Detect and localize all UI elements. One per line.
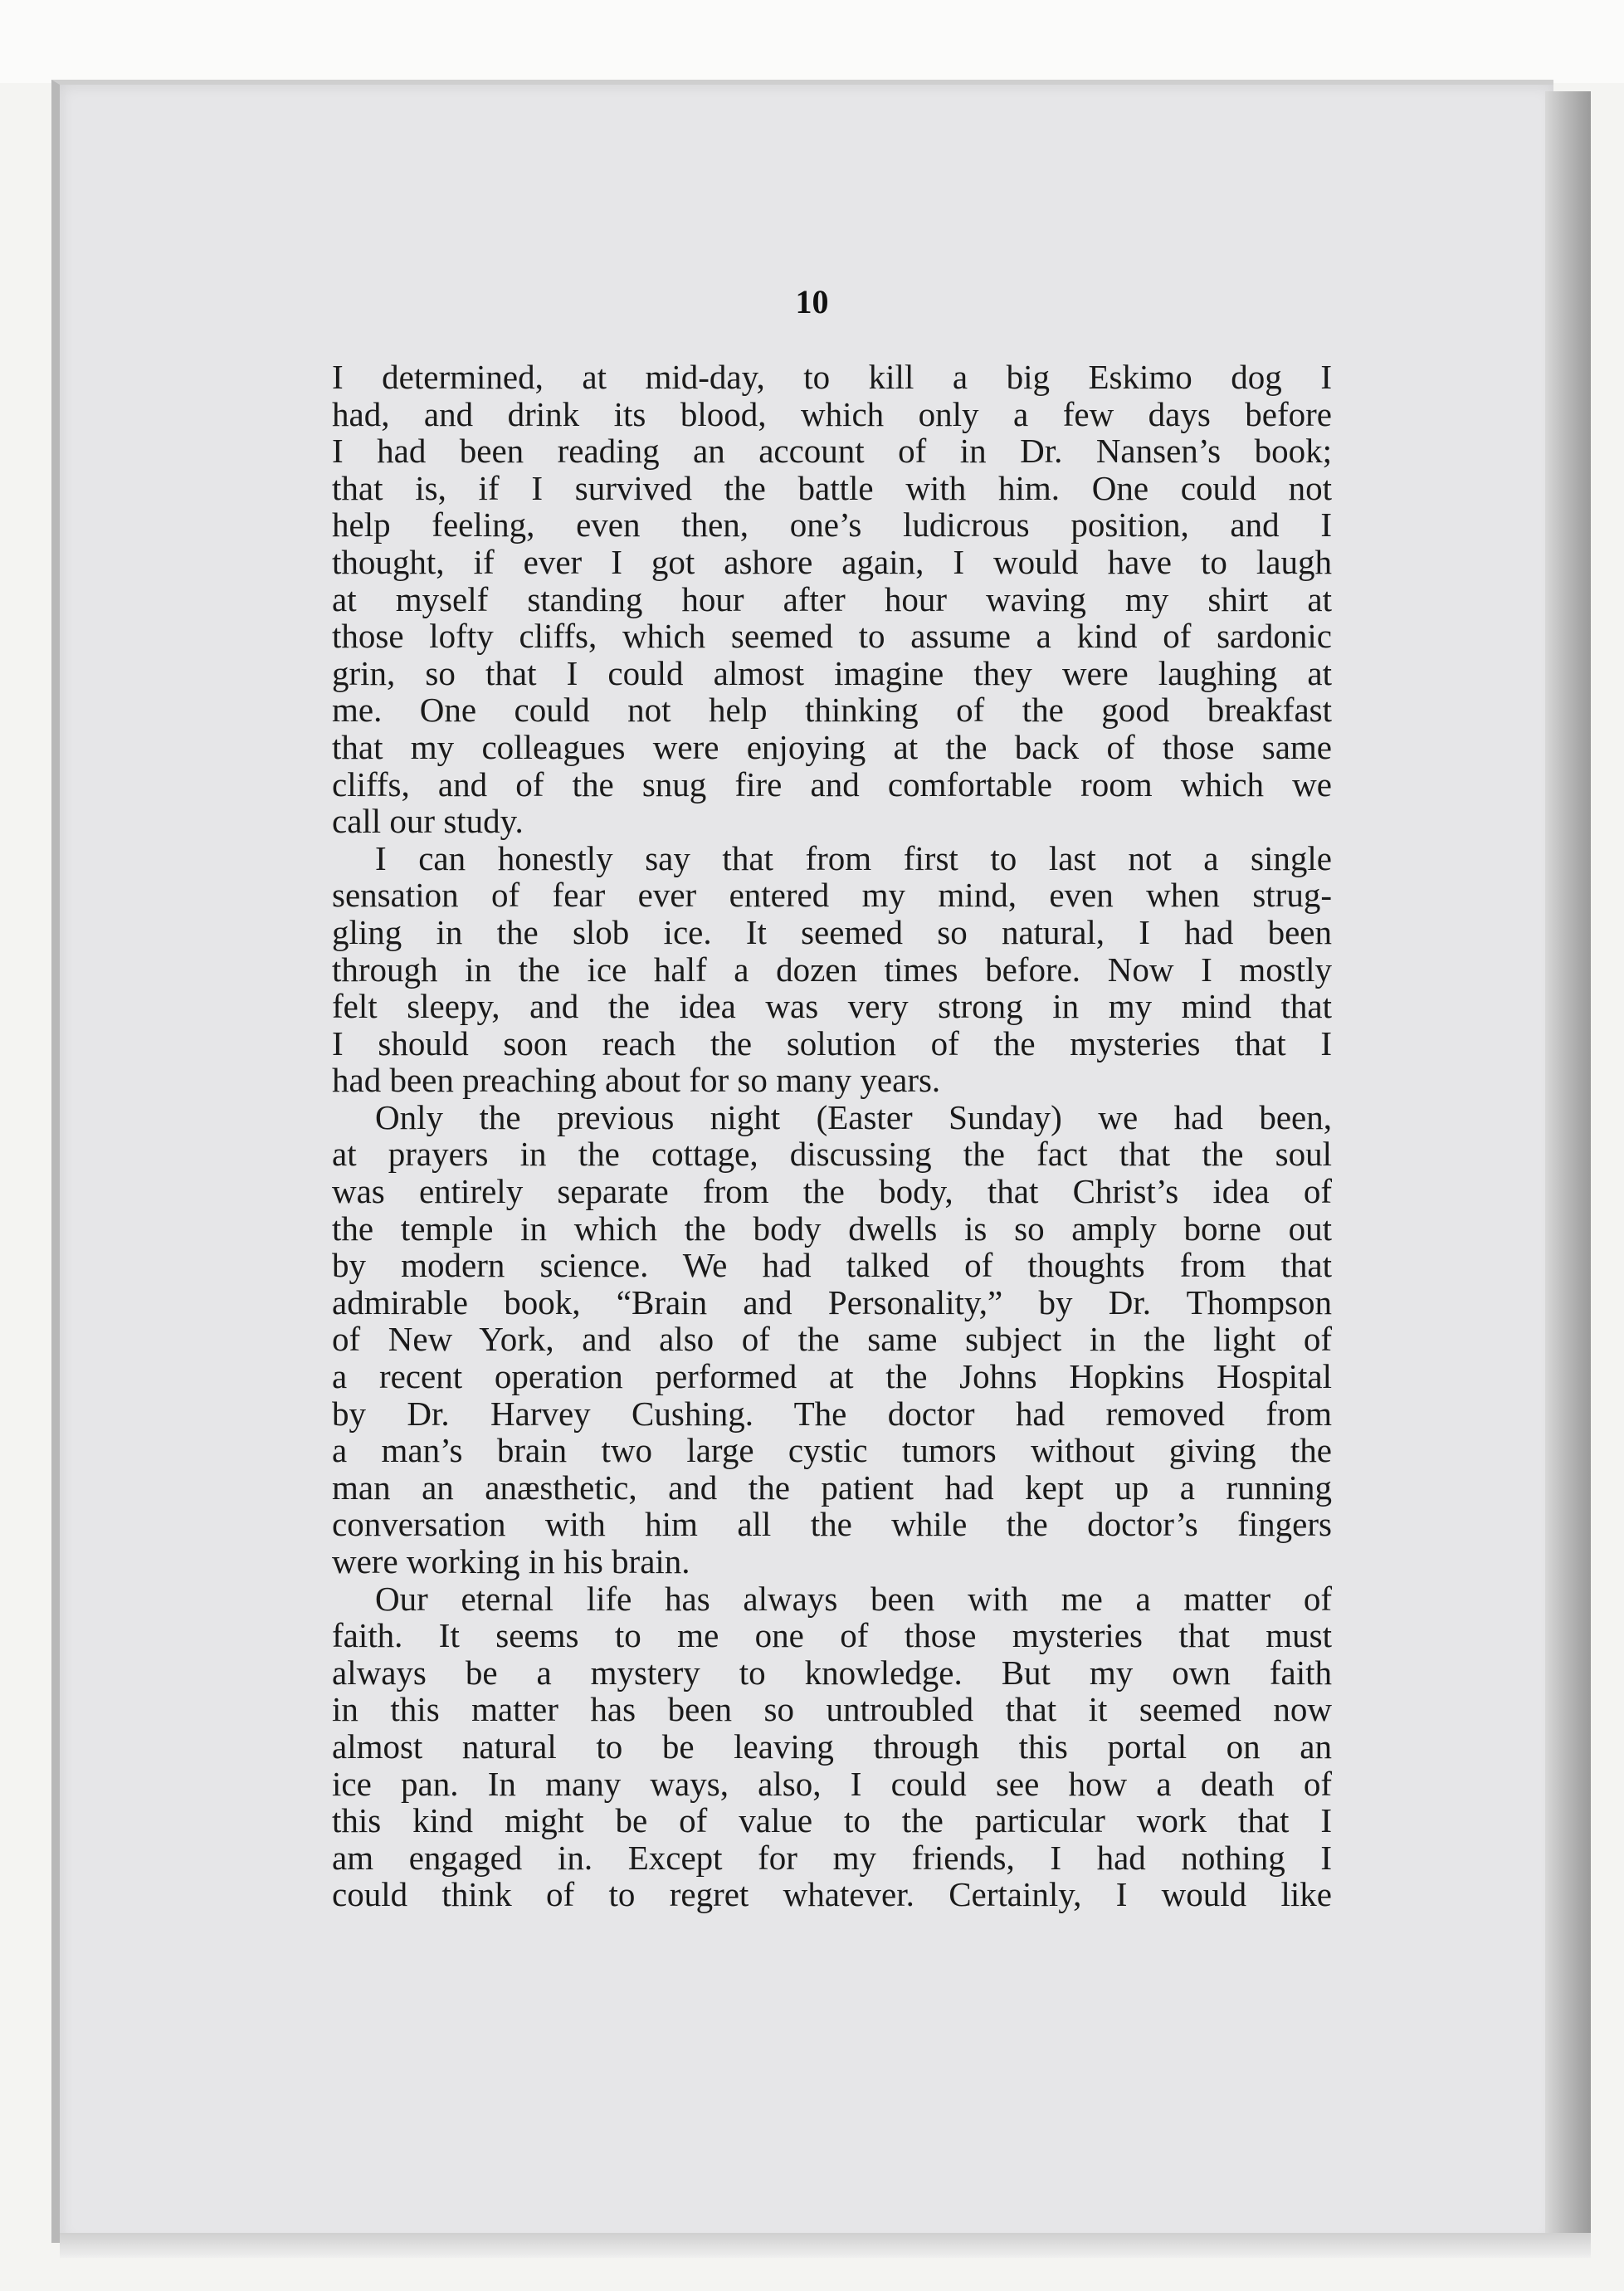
text-line: the temple in which the body dwells is so amply borne out (332, 1209, 1332, 1248)
text-line: always be a mystery to knowledge. But my own faith (332, 1653, 1332, 1692)
text-line: those lofty cliffs, which seemed to assume a kind of sardonic (332, 617, 1332, 656)
text-line: faith. It seems to me one of those mysteries that must (332, 1616, 1332, 1655)
text-line: Only the previous night (Easter Sunday) we had been, (375, 1097, 1332, 1136)
text-line: I determined, at mid-day, to kill a big Eskimo dog I (332, 358, 1332, 396)
text-line: by Dr. Harvey Cushing. The doctor had removed from (332, 1394, 1332, 1433)
text-line: admirable book, “Brain and Personality,” by Dr. Thompson (332, 1282, 1332, 1321)
text-line: man an anæsthetic, and the patient had kept up a running (332, 1468, 1332, 1507)
text-line: I should soon reach the solution of the mysteries that I (332, 1023, 1332, 1062)
text-line: had, and drink its blood, which only a few days before (332, 394, 1332, 433)
text-line: of New York, and also of the same subject in the light of (332, 1320, 1332, 1359)
text-line: were working in his brain. (332, 1542, 690, 1580)
text-line: me. One could not help thinking of the good breakfast (332, 691, 1332, 730)
text-line: by modern science. We had talked of thoughts from that (332, 1246, 1332, 1285)
text-line: am engaged in. Except for my friends, I had nothing I (332, 1838, 1332, 1877)
text-line: could think of to regret whatever. Certainly, I would like (332, 1875, 1332, 1914)
text-line: this kind might be of value to the particular work that I (332, 1801, 1332, 1840)
text-line: a recent operation performed at the Johns Hopkins Hospital (332, 1357, 1332, 1396)
page-number: 10 (795, 283, 829, 320)
text-line: at prayers in the cottage, discussing the fact that the soul (332, 1135, 1332, 1174)
text-line: conversation with him all the while the doctor’s fingers (332, 1505, 1332, 1544)
text-line: cliffs, and of the snug fire and comfortable room which we (332, 764, 1332, 804)
page-edge-right (1545, 91, 1591, 2233)
page-edge-bottom (60, 2233, 1591, 2258)
text-line: call our study. (332, 802, 524, 841)
text-line: I can honestly say that from first to last not a single (375, 838, 1332, 877)
text-line: almost natural to be leaving through this portal on an (332, 1727, 1332, 1766)
text-line: a man’s brain two large cystic tumors without giving the (332, 1431, 1332, 1470)
text-line: gling in the slob ice. It seemed so natural, I had been (332, 912, 1332, 951)
text-line: through in the ice half a dozen times before. Now I mostly (332, 950, 1332, 989)
text-line: thought, if ever I got ashore again, I would have to laugh (332, 542, 1332, 581)
text-line: in this matter has been so untroubled that it seemed now (332, 1690, 1332, 1729)
body-text (332, 359, 1332, 1913)
text-line: ice pan. In many ways, also, I could see how a death of (332, 1764, 1332, 1803)
text-line: grin, so that I could almost imagine they were laughing at (332, 653, 1332, 692)
text-line: help feeling, even then, one’s ludicrous position, and I (332, 506, 1332, 545)
text-line: that my colleagues were enjoying at the back of those same (332, 727, 1332, 766)
text-line: sensation of fear ever entered my mind, even when strug- (332, 876, 1332, 915)
text-line: at myself standing hour after hour waving my shirt at (332, 579, 1332, 618)
text-line: was entirely separate from the body, that Christ’s idea of (332, 1172, 1332, 1211)
text-line: that is, if I survived the battle with him. One could not (332, 468, 1332, 507)
text-line: Our eternal life has always been with me a matter of (375, 1579, 1332, 1618)
text-line: felt sleepy, and the idea was very strong in my mind that (332, 987, 1332, 1026)
scan-background (0, 0, 1624, 83)
text-line: I had been reading an account of in Dr. Nansen’s book; (332, 432, 1332, 471)
text-line: had been preaching about for so many years. (332, 1061, 941, 1100)
